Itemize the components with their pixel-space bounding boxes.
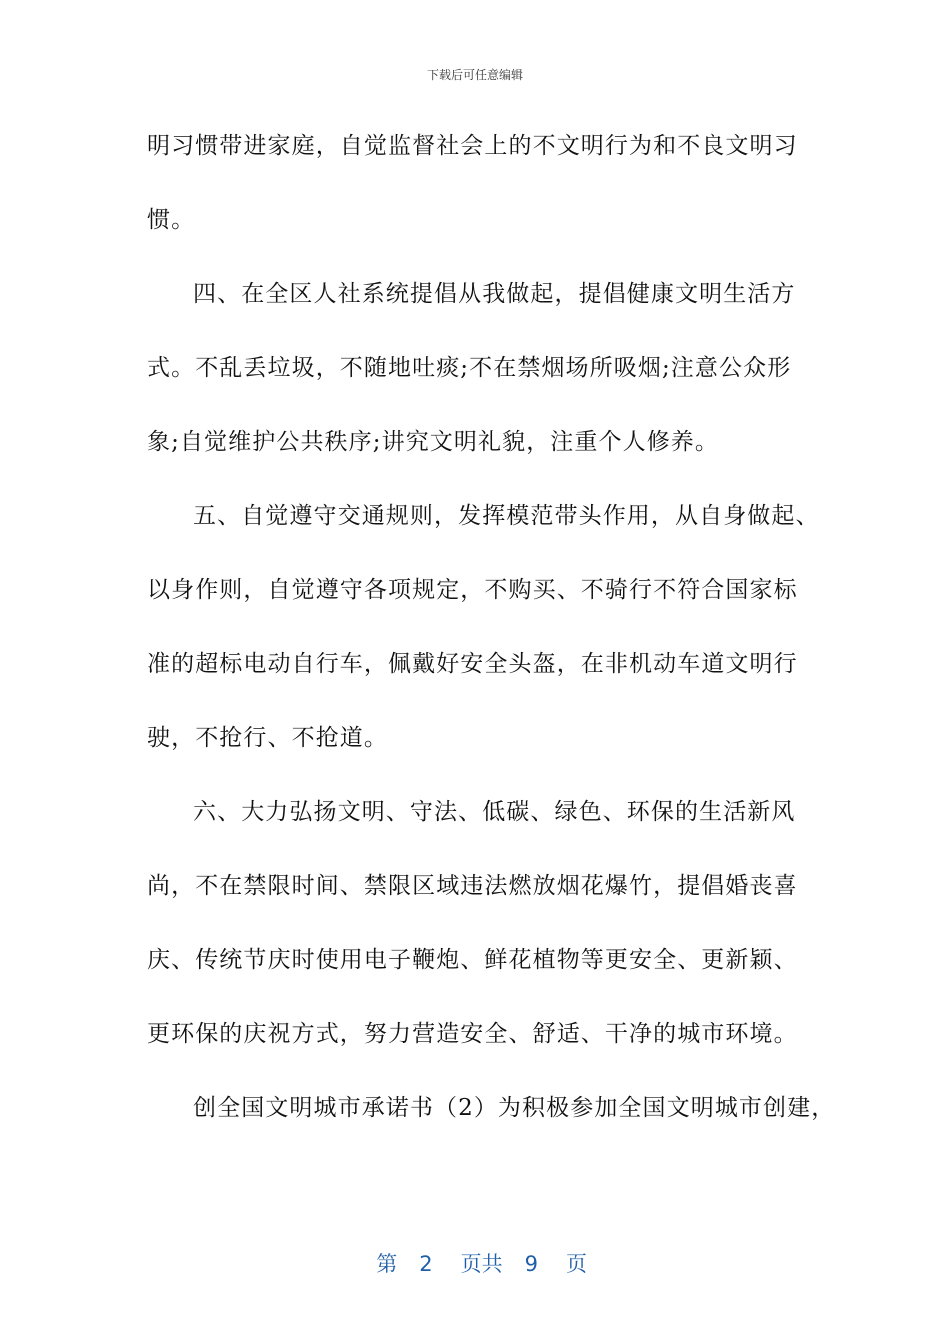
- text-line: 明习惯带进家庭，自觉监督社会上的不文明行为和不良文明习: [147, 133, 798, 159]
- paragraph-start-line: 四、在全区人社系统提倡从我做起，提倡健康文明生活方: [193, 281, 796, 307]
- total-page-number: 9: [524, 1252, 539, 1276]
- text-line: 象;自觉维护公共秩序;讲究文明礼貌，注重个人修养。: [147, 429, 719, 455]
- document-body: [147, 126, 836, 1162]
- paragraph-start-line: 六、大力弘扬文明、守法、低碳、绿色、环保的生活新风: [193, 799, 796, 825]
- paragraph-start-line: 创全国文明城市承诺书（2）为积极参加全国文明城市创建，: [193, 1095, 836, 1121]
- page-header: 下载后可任意编辑: [426, 68, 523, 82]
- text-line: 准的超标电动自行车，佩戴好安全头盔，在非机动车道文明行: [147, 651, 798, 677]
- text-line: 惯。: [147, 207, 196, 233]
- paragraph-start-line: 五、自觉遵守交通规则，发挥模范带头作用，从自身做起、: [193, 503, 820, 529]
- text-line: 尚，不在禁限时间、禁限区域违法燃放烟花爆竹，提倡婚丧喜: [147, 873, 798, 899]
- footer-prefix: 第: [376, 1252, 398, 1276]
- footer-middle: 页共: [460, 1252, 503, 1276]
- text-line: 更环保的庆祝方式，努力营造安全、舒适、干净的城市环境。: [147, 1021, 798, 1047]
- footer-suffix: 页: [566, 1252, 588, 1276]
- text-line: 驶，不抢行、不抢道。: [147, 725, 388, 751]
- current-page-number: 2: [419, 1252, 433, 1276]
- text-line: 式。不乱丢垃圾，不随地吐痰;不在禁烟场所吸烟;注意公众形: [147, 355, 792, 381]
- text-line: 庆、传统节庆时使用电子鞭炮、鲜花植物等更安全、更新颖、: [147, 947, 798, 973]
- page-footer: [0, 1224, 950, 1278]
- text-line: 以身作则，自觉遵守各项规定，不购买、不骑行不符合国家标: [147, 577, 798, 603]
